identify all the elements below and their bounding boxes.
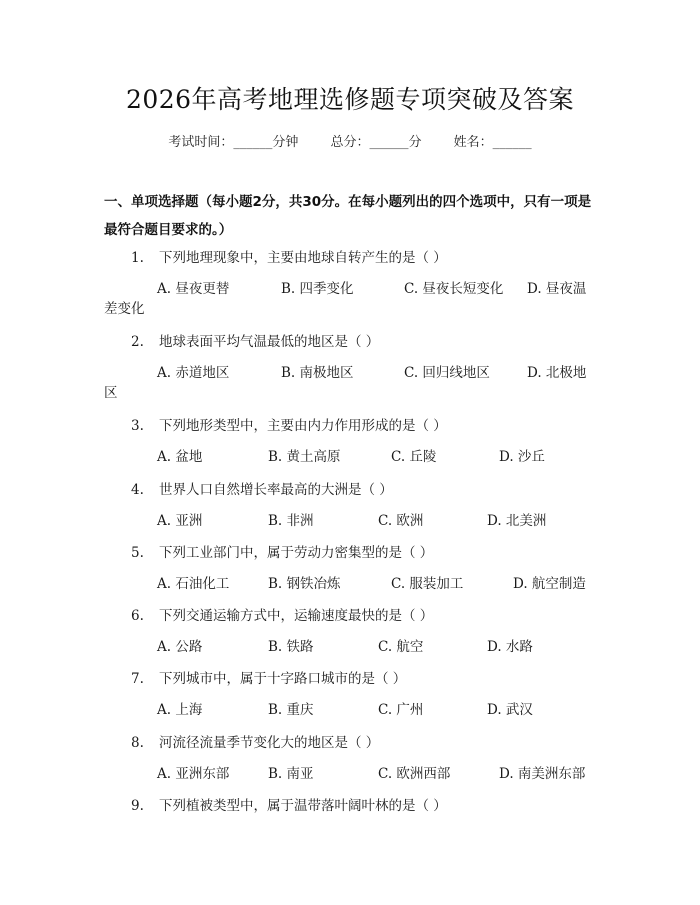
option-d: D. 武汉: [487, 702, 533, 718]
option-c: C. 回归线地区: [404, 365, 490, 381]
option-b: B. 四季变化: [281, 281, 354, 297]
option-a: A. 石油化工: [157, 576, 230, 592]
option-wrap: 区: [104, 385, 118, 401]
question-text: 下列交通运输方式中，运输速度最快的是（ ）: [159, 608, 434, 624]
total-score: 总分：______分: [330, 135, 422, 150]
question-8: [131, 731, 379, 751]
question-text: 地球表面平均气温最低的地区是（ ）: [159, 334, 380, 350]
question-number: 1.: [131, 250, 144, 266]
option-a: A. 亚洲东部: [157, 766, 230, 782]
question-1: [131, 246, 447, 266]
question-4: [131, 478, 393, 498]
option-c: C. 广州: [378, 702, 424, 718]
page-title: 2026年高考地理选修题专项突破及答案: [125, 85, 575, 114]
question-text: 河流径流量季节变化大的地区是（ ）: [159, 735, 380, 751]
option-a: A. 上海: [157, 702, 203, 718]
question-5: [131, 541, 433, 561]
question-number: 8.: [131, 735, 144, 751]
option-c: C. 昼夜长短变化: [404, 281, 504, 297]
question-6: [131, 604, 433, 624]
section-heading: 一、单项选择题（每小题2分，共30分。在每小题列出的四个选项中，只有一项是最符合题目要求的。）: [104, 194, 592, 238]
option-c: C. 欧洲: [378, 513, 424, 529]
option-b: B. 钢铁冶炼: [268, 576, 341, 592]
option-d: D. 北极地: [527, 365, 587, 381]
option-a: A. 亚洲: [157, 513, 203, 529]
option-d: D. 航空制造: [513, 576, 586, 592]
question-number: 4.: [131, 482, 144, 498]
question-3: [131, 414, 447, 434]
option-d: D. 昼夜温: [527, 281, 587, 297]
question-9: [131, 794, 447, 814]
option-b: B. 黄土高原: [268, 449, 341, 465]
question-number: 5.: [131, 545, 144, 561]
option-d: D. 南美洲东部: [499, 766, 586, 782]
option-d: D. 北美洲: [487, 513, 547, 529]
question-text: 下列工业部门中，属于劳动力密集型的是（ ）: [159, 545, 434, 561]
option-a: A. 公路: [157, 639, 203, 655]
option-d: D. 水路: [487, 639, 533, 655]
option-c: C. 丘陵: [391, 449, 437, 465]
option-c: C. 服装加工: [391, 576, 464, 592]
option-c: C. 航空: [378, 639, 424, 655]
question-number: 9.: [131, 798, 144, 814]
option-c: C. 欧洲西部: [378, 766, 451, 782]
option-wrap: 差变化: [104, 301, 145, 317]
question-number: 7.: [131, 671, 144, 687]
exam-meta: [0, 131, 700, 150]
option-a: A. 昼夜更替: [157, 281, 230, 297]
option-a: A. 赤道地区: [157, 365, 230, 381]
option-b: B. 南亚: [268, 766, 314, 782]
option-b: B. 重庆: [268, 702, 314, 718]
option-a: A. 盆地: [157, 449, 203, 465]
option-b: B. 非洲: [268, 513, 314, 529]
question-text: 下列地形类型中，主要由内力作用形成的是（ ）: [159, 418, 447, 434]
exam-time: 考试时间：______分钟: [168, 135, 299, 150]
question-text: 下列地理现象中，主要由地球自转产生的是（ ）: [159, 250, 447, 266]
question-2: [131, 330, 379, 350]
question-text: 下列城市中，属于十字路口城市的是（ ）: [159, 671, 407, 687]
question-7: [131, 667, 406, 687]
option-b: B. 铁路: [268, 639, 314, 655]
option-b: B. 南极地区: [281, 365, 354, 381]
question-number: 6.: [131, 608, 144, 624]
question-text: 下列植被类型中，属于温带落叶阔叶林的是（ ）: [159, 798, 447, 814]
question-number: 2.: [131, 334, 144, 350]
student-name: 姓名：______: [453, 135, 532, 150]
option-d: D. 沙丘: [499, 449, 545, 465]
question-number: 3.: [131, 418, 144, 434]
question-text: 世界人口自然增长率最高的大洲是（ ）: [159, 482, 393, 498]
